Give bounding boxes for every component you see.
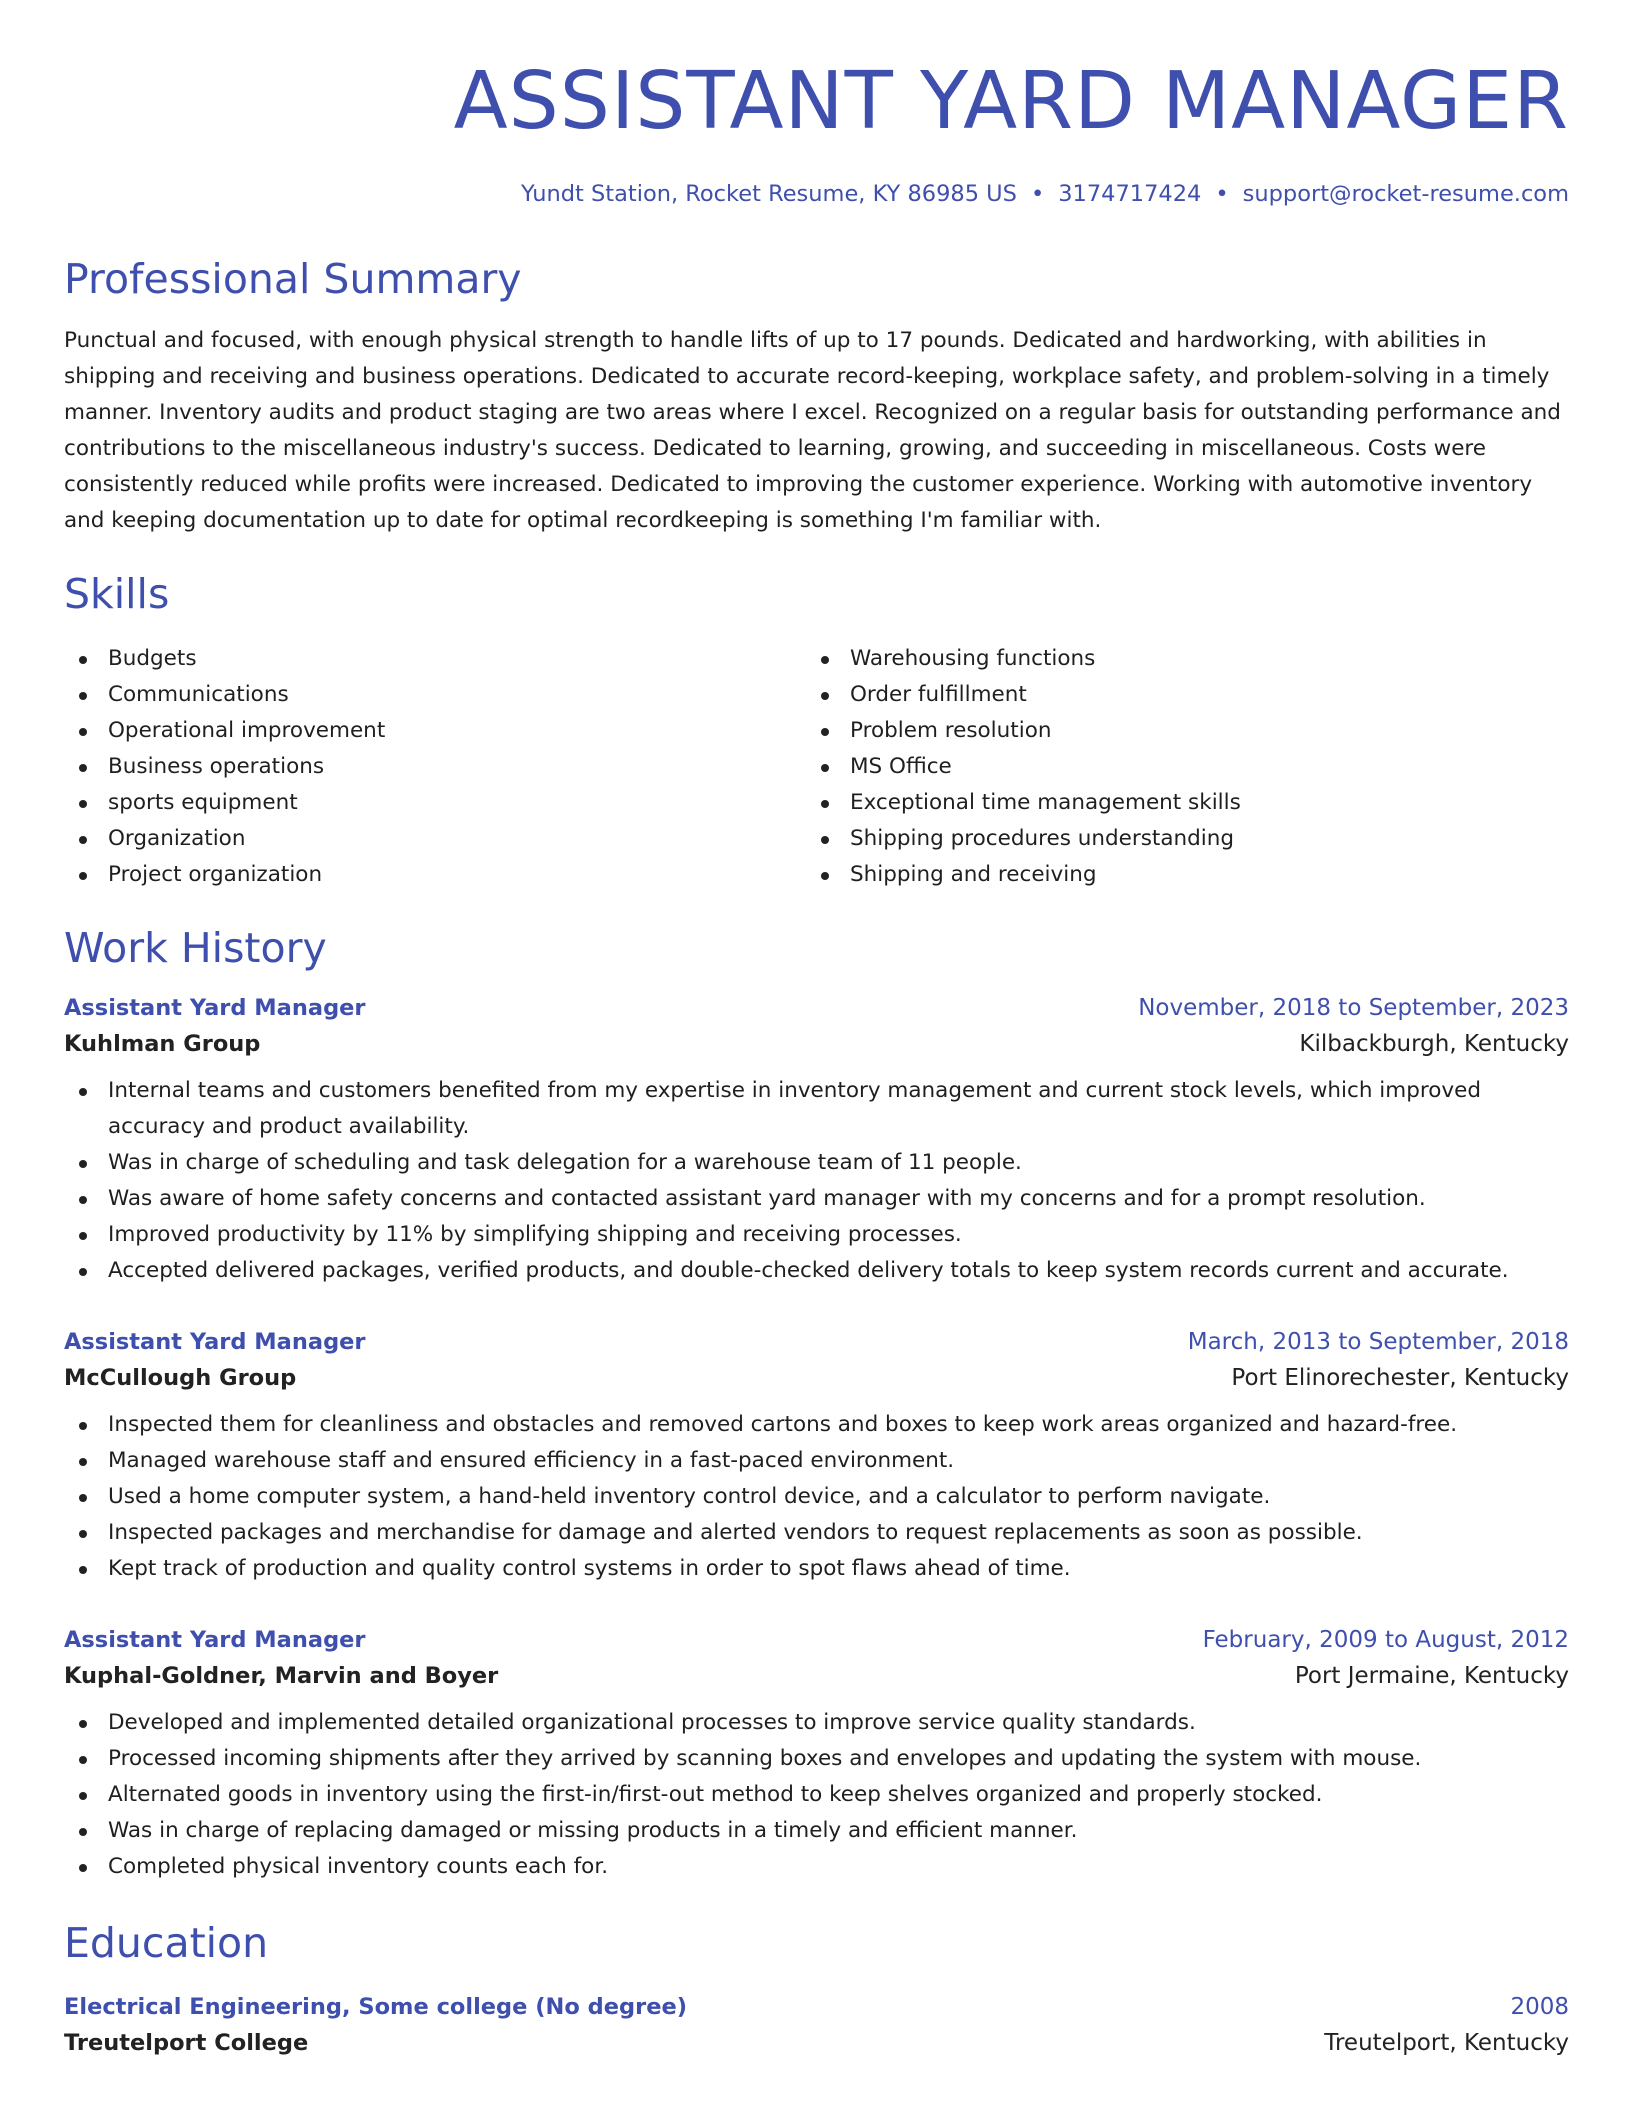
job-bullet: Was in charge of replacing damaged or missing products in a timely and efficient manner.	[64, 1813, 1569, 1849]
skills-column-left	[64, 641, 806, 893]
education-subheader	[64, 2030, 1569, 2056]
job-subheader	[64, 1365, 1569, 1391]
job-role: Assistant Yard Manager	[64, 1329, 366, 1356]
education-school: Treutelport College	[64, 2030, 309, 2057]
contact-separator: •	[1030, 181, 1045, 207]
job-bullet: Completed physical inventory counts each for.	[64, 1849, 1569, 1885]
job-bullet: Developed and implemented detailed organizational processes to improve service quality standards.	[64, 1705, 1569, 1741]
skill-item: Order fulfillment	[806, 677, 1241, 713]
job-bullet: Improved productivity by 11% by simplifying shipping and receiving processes.	[64, 1217, 1569, 1253]
job-header	[64, 995, 1569, 1021]
job-bullet: Alternated goods in inventory using the first-in/first-out method to keep shelves organized and properly stocked.	[64, 1777, 1569, 1813]
job-bullet: Processed incoming shipments after they arrived by scanning boxes and envelopes and updating the system with mouse.	[64, 1741, 1569, 1777]
skill-item: Problem resolution	[806, 713, 1241, 749]
job-role: Assistant Yard Manager	[64, 1627, 366, 1654]
job-entry	[64, 1627, 1569, 1885]
job-bullet: Was aware of home safety concerns and contacted assistant yard manager with my concerns and for a prompt resolution.	[64, 1181, 1569, 1217]
job-bullets	[64, 1705, 1569, 1885]
job-bullet: Inspected them for cleanliness and obstacles and removed cartons and boxes to keep work areas organized and hazard-free.	[64, 1407, 1569, 1443]
skill-item: Exceptional time management skills	[806, 785, 1241, 821]
work-history-heading: Work History	[64, 924, 327, 973]
job-dates: February, 2009 to August, 2012	[1202, 1627, 1569, 1654]
job-bullet: Kept track of production and quality control systems in order to spot flaws ahead of time.	[64, 1551, 1569, 1587]
skill-item: Business operations	[64, 749, 806, 785]
job-dates: March, 2013 to September, 2018	[1187, 1329, 1569, 1356]
skill-item: Budgets	[64, 641, 806, 677]
job-role: Assistant Yard Manager	[64, 995, 366, 1022]
contact-address: Yundt Station, Rocket Resume, KY 86985 US	[521, 181, 1017, 207]
contact-phone: 3174717424	[1058, 181, 1202, 207]
skill-item: Communications	[64, 677, 806, 713]
job-header	[64, 1627, 1569, 1653]
skill-item: Shipping procedures understanding	[806, 821, 1241, 857]
resume-name: ASSISTANT YARD MANAGER	[453, 55, 1569, 147]
job-bullet: Used a home computer system, a hand-held inventory control device, and a calculator to perform navigate.	[64, 1479, 1569, 1515]
job-entry	[64, 1329, 1569, 1587]
summary-heading: Professional Summary	[64, 255, 522, 303]
job-location: Kilbackburgh, Kentucky	[1299, 1031, 1569, 1058]
job-company: Kuhlman Group	[64, 1031, 261, 1058]
job-bullets	[64, 1407, 1569, 1587]
skill-item: Operational improvement	[64, 713, 806, 749]
job-subheader	[64, 1031, 1569, 1057]
contact-separator: •	[1215, 181, 1229, 207]
skill-item: Warehousing functions	[806, 641, 1241, 677]
education-degree: Electrical Engineering, Some college (No degree)	[64, 1994, 688, 2021]
job-header	[64, 1329, 1569, 1355]
education-location: Treutelport, Kentucky	[1324, 2030, 1569, 2057]
job-location: Port Elinorechester, Kentucky	[1231, 1365, 1569, 1392]
skills-list	[64, 641, 1569, 893]
education-year: 2008	[1510, 1994, 1569, 2021]
job-company: Kuphal-Goldner, Marvin and Boyer	[64, 1663, 499, 1690]
job-bullets	[64, 1073, 1569, 1289]
skills-heading: Skills	[64, 570, 170, 619]
job-entry	[64, 995, 1569, 1289]
skills-column-right	[806, 641, 1241, 893]
job-location: Port Jermaine, Kentucky	[1294, 1663, 1569, 1690]
summary-text: Punctual and focused, with enough physical strength to handle lifts of up to 17 pounds. Dedicated and hardworking, with abilities in shipping and receiving and business operations. Dedicated to accurate record-keeping, workplace safety, and problem-solving in a timely manner. Inventory audits and product staging are two areas where I excel. Recognized on a regular basis for outstanding performance and contributions to the miscellaneous industry's success. Dedicated to learning, growing, and succeeding in miscellaneous. Costs were consistently reduced while profits were increased. Dedicated to improving the customer experience. Working with automotive inventory and keeping documentation up to date for optimal recordkeeping is something I'm familiar with.	[64, 328, 1561, 534]
job-bullet: Managed warehouse staff and ensured efficiency in a fast-paced environment.	[64, 1443, 1569, 1479]
contact-line	[64, 181, 1569, 207]
skill-item: Organization	[64, 821, 806, 857]
job-company: McCullough Group	[64, 1365, 297, 1392]
job-subheader	[64, 1663, 1569, 1689]
job-dates: November, 2018 to September, 2023	[1138, 995, 1569, 1022]
education-entry	[64, 1994, 1569, 2056]
skill-item: Shipping and receiving	[806, 857, 1241, 893]
job-bullet: Accepted delivered packages, verified products, and double-checked delivery totals to keep system records current and accurate.	[64, 1253, 1569, 1289]
skill-item: sports equipment	[64, 785, 806, 821]
job-bullet: Internal teams and customers benefited from my expertise in inventory management and current stock levels, which improved accuracy and product availability.	[64, 1073, 1569, 1145]
job-bullet: Was in charge of scheduling and task delegation for a warehouse team of 11 people.	[64, 1145, 1569, 1181]
education-heading: Education	[64, 1919, 269, 1968]
job-bullet: Inspected packages and merchandise for damage and alerted vendors to request replacements as soon as possible.	[64, 1515, 1569, 1551]
contact-email[interactable]: support@rocket-resume.com	[1242, 181, 1569, 207]
skill-item: MS Office	[806, 749, 1241, 785]
education-header	[64, 1994, 1569, 2020]
skill-item: Project organization	[64, 857, 806, 893]
